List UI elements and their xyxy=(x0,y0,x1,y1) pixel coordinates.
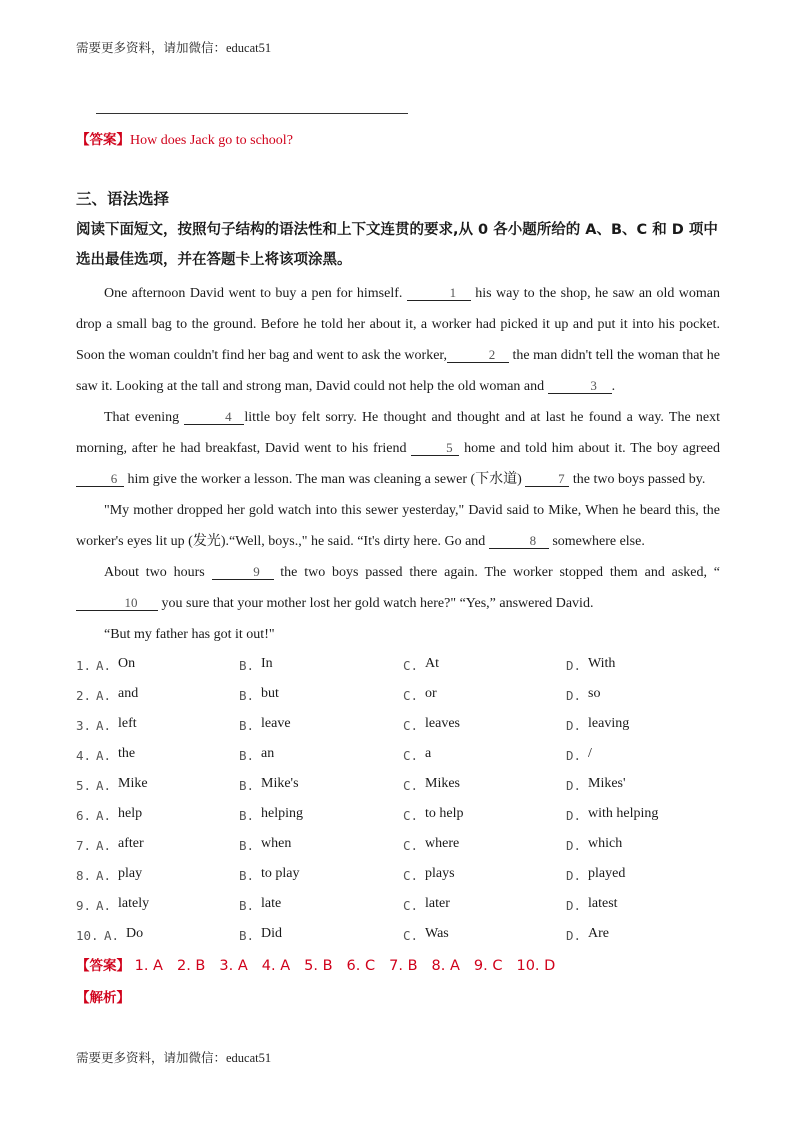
option-b[interactable]: late xyxy=(261,896,282,911)
option-d[interactable]: / xyxy=(588,746,592,761)
answer-underline xyxy=(96,113,408,114)
option-a[interactable]: On xyxy=(118,656,136,671)
option-b[interactable]: but xyxy=(261,686,279,701)
answer-item: 3. A xyxy=(219,958,248,974)
question-row xyxy=(76,712,736,742)
passage-text: you sure that your mother lost her gold watch here?" “Yes,” answered David. xyxy=(161,596,594,611)
passage-paragraph-2 xyxy=(76,402,720,495)
blank-4: 4 xyxy=(184,409,244,425)
option-label: D. xyxy=(566,688,582,703)
option-c[interactable]: Was xyxy=(425,926,449,941)
option-label: B. xyxy=(239,658,255,673)
option-label: B. xyxy=(239,868,255,883)
passage-text: him give the worker a lesson. The man was cleaning a sewer (下水道) xyxy=(127,472,522,487)
option-d[interactable]: which xyxy=(588,836,623,851)
passage-paragraph-5 xyxy=(76,619,720,650)
blank-7: 7 xyxy=(525,471,569,487)
answer-item: 8. A xyxy=(431,958,460,974)
question-row xyxy=(76,772,736,802)
answer-item: 6. C xyxy=(346,958,376,974)
option-b[interactable]: Did xyxy=(261,926,282,941)
question-row xyxy=(76,922,736,952)
option-label: C. xyxy=(403,838,419,853)
option-label: C. xyxy=(403,748,419,763)
answer-item: 2. B xyxy=(176,958,206,974)
option-a[interactable]: lately xyxy=(118,896,150,911)
question-row xyxy=(76,862,736,892)
passage-text: home and told him about it. The boy agreed xyxy=(464,441,720,456)
question-number: 1. xyxy=(76,658,92,673)
option-label: D. xyxy=(566,838,582,853)
passage-text: his way to the shop, he saw an old woman drop a small bag to the ground. Before he told her about it, a worker had picked it up and put it into his pocket. Soon the woman couldn't find her bag and went to ask the worker, xyxy=(76,286,721,363)
question-row xyxy=(76,802,736,832)
question-number: 2. xyxy=(76,688,92,703)
blank-10: 10 xyxy=(76,595,158,611)
question-number: 3. xyxy=(76,718,92,733)
option-b[interactable]: to play xyxy=(261,866,300,881)
question-number: 10. xyxy=(76,928,99,943)
option-label: B. xyxy=(239,808,255,823)
previous-answer xyxy=(76,128,293,149)
option-c[interactable]: to help xyxy=(425,806,464,821)
passage xyxy=(76,278,720,650)
question-row xyxy=(76,682,736,712)
option-a[interactable]: Do xyxy=(126,926,144,941)
answer-key-tag: 【答案】 xyxy=(76,958,130,974)
section-title: 三、语法选择 xyxy=(76,190,170,208)
page-footer: 需要更多资料，请加微信：educat51 xyxy=(76,1051,272,1065)
option-c[interactable]: At xyxy=(425,656,439,671)
blank-2: 2 xyxy=(447,347,509,363)
option-b[interactable]: leave xyxy=(261,716,291,731)
option-d[interactable]: so xyxy=(588,686,601,701)
option-c[interactable]: Mikes xyxy=(425,776,460,791)
passage-text: the two boys passed by. xyxy=(572,472,706,487)
option-label: B. xyxy=(239,928,255,943)
option-a[interactable]: help xyxy=(118,806,143,821)
question-options xyxy=(76,652,736,952)
option-label: D. xyxy=(566,928,582,943)
option-label: C. xyxy=(403,718,419,733)
option-label: B. xyxy=(239,688,255,703)
option-a[interactable]: Mike xyxy=(118,776,148,791)
option-b[interactable]: when xyxy=(261,836,292,851)
question-number: 5. xyxy=(76,778,92,793)
option-label: A. xyxy=(96,868,112,883)
option-label: B. xyxy=(239,898,255,913)
question-row xyxy=(76,652,736,682)
option-label: D. xyxy=(566,868,582,883)
section-instructions: 阅读下面短文，按照句子结构的语法性和上下文连贯的要求,从 0 各小题所给的 A、B、C 和 D 项中选出最佳选项，并在答题卡上将该项涂黑。 xyxy=(76,222,718,268)
answer-item: 9. C xyxy=(473,958,503,974)
passage-text: One afternoon David went to buy a pen for himself. xyxy=(104,286,403,301)
option-c[interactable]: leaves xyxy=(425,716,460,731)
question-row xyxy=(76,832,736,862)
option-label: B. xyxy=(239,778,255,793)
blank-9: 9 xyxy=(212,564,274,580)
passage-text: That evening xyxy=(104,410,180,425)
option-d[interactable]: with helping xyxy=(588,806,659,821)
option-a[interactable]: after xyxy=(118,836,144,851)
option-label: C. xyxy=(403,928,419,943)
option-label: C. xyxy=(403,778,419,793)
option-c[interactable]: or xyxy=(425,686,437,701)
blank-3: 3 xyxy=(548,378,612,394)
option-d[interactable]: Mikes' xyxy=(588,776,626,791)
passage-text: . xyxy=(611,379,616,394)
option-c[interactable]: plays xyxy=(425,866,455,881)
passage-text: About two hours xyxy=(104,565,205,580)
answer-tag: 【答案】 xyxy=(76,132,130,148)
option-d[interactable]: latest xyxy=(588,896,618,911)
passage-paragraph-4 xyxy=(76,557,720,619)
option-label: D. xyxy=(566,748,582,763)
option-label: D. xyxy=(566,658,582,673)
question-row xyxy=(76,742,736,772)
option-label: C. xyxy=(403,898,419,913)
answer-item: 10. D xyxy=(516,958,556,974)
passage-paragraph-3 xyxy=(76,495,720,557)
option-label: B. xyxy=(239,748,255,763)
option-label: A. xyxy=(104,928,120,943)
option-b[interactable]: In xyxy=(261,656,273,671)
option-label: A. xyxy=(96,718,112,733)
option-label: A. xyxy=(96,658,112,673)
option-label: B. xyxy=(239,838,255,853)
question-number: 8. xyxy=(76,868,92,883)
option-d[interactable]: played xyxy=(588,866,626,881)
option-b[interactable]: helping xyxy=(261,806,303,821)
option-b[interactable]: Mike's xyxy=(261,776,299,791)
option-a[interactable]: left xyxy=(118,716,137,731)
option-d[interactable]: Are xyxy=(588,926,609,941)
passage-text: little boy felt sorry. He thought and thought and at last he found a way. The next morning, after he had breakfast, David went to his friend xyxy=(76,410,720,456)
answer-item: 5. B xyxy=(304,958,333,974)
question-number: 9. xyxy=(76,898,92,913)
option-label: A. xyxy=(96,808,112,823)
answer-item: 1. A xyxy=(134,958,163,974)
option-d[interactable]: leaving xyxy=(588,716,630,731)
option-label: C. xyxy=(403,688,419,703)
option-label: C. xyxy=(403,658,419,673)
option-c[interactable]: a xyxy=(425,746,432,761)
previous-answer-text: How does Jack go to school? xyxy=(130,133,293,148)
analysis-tag: 【解析】 xyxy=(76,990,130,1006)
passage-text: the man didn't tell the woman that he saw it. Looking at the tall and strong man, David could not help the old woman and xyxy=(76,348,721,394)
answer-item: 7. B xyxy=(389,958,418,974)
blank-8: 8 xyxy=(489,533,549,549)
option-label: D. xyxy=(566,778,582,793)
option-a[interactable]: play xyxy=(118,866,143,881)
passage-text: somewhere else. xyxy=(552,534,645,549)
option-label: D. xyxy=(566,808,582,823)
blank-5: 5 xyxy=(411,440,459,456)
blank-1: 1 xyxy=(407,285,471,301)
option-label: A. xyxy=(96,778,112,793)
option-b[interactable]: an xyxy=(261,746,275,761)
question-number: 6. xyxy=(76,808,92,823)
option-label: A. xyxy=(96,838,112,853)
option-label: D. xyxy=(566,898,582,913)
option-label: A. xyxy=(96,688,112,703)
option-label: C. xyxy=(403,808,419,823)
question-row xyxy=(76,892,736,922)
passage-text: “But my father has got it out!" xyxy=(104,627,275,642)
page-header: 需要更多资料，请加微信：educat51 xyxy=(76,41,272,55)
question-number: 4. xyxy=(76,748,92,763)
blank-6: 6 xyxy=(76,471,124,487)
option-d[interactable]: With xyxy=(588,656,616,671)
answer-item: 4. A xyxy=(261,958,291,974)
passage-text: "My mother dropped her gold watch into this sewer yesterday," David said to Mike, When he beard this, the worker's eyes lit up (发光).“Well, boys.," he said. “It's dirty here. Go and xyxy=(76,503,720,549)
passage-text: the two boys passed there again. The worker stopped them and asked, “ xyxy=(280,565,720,580)
option-label: D. xyxy=(566,718,582,733)
option-label: B. xyxy=(239,718,255,733)
option-label: A. xyxy=(96,898,112,913)
answer-key xyxy=(76,954,569,974)
option-label: C. xyxy=(403,868,419,883)
option-label: A. xyxy=(96,748,112,763)
option-a[interactable]: and xyxy=(118,686,139,701)
passage-paragraph-1 xyxy=(76,278,720,402)
question-number: 7. xyxy=(76,838,92,853)
option-c[interactable]: where xyxy=(425,836,460,851)
option-a[interactable]: the xyxy=(118,746,136,761)
option-c[interactable]: later xyxy=(425,896,450,911)
